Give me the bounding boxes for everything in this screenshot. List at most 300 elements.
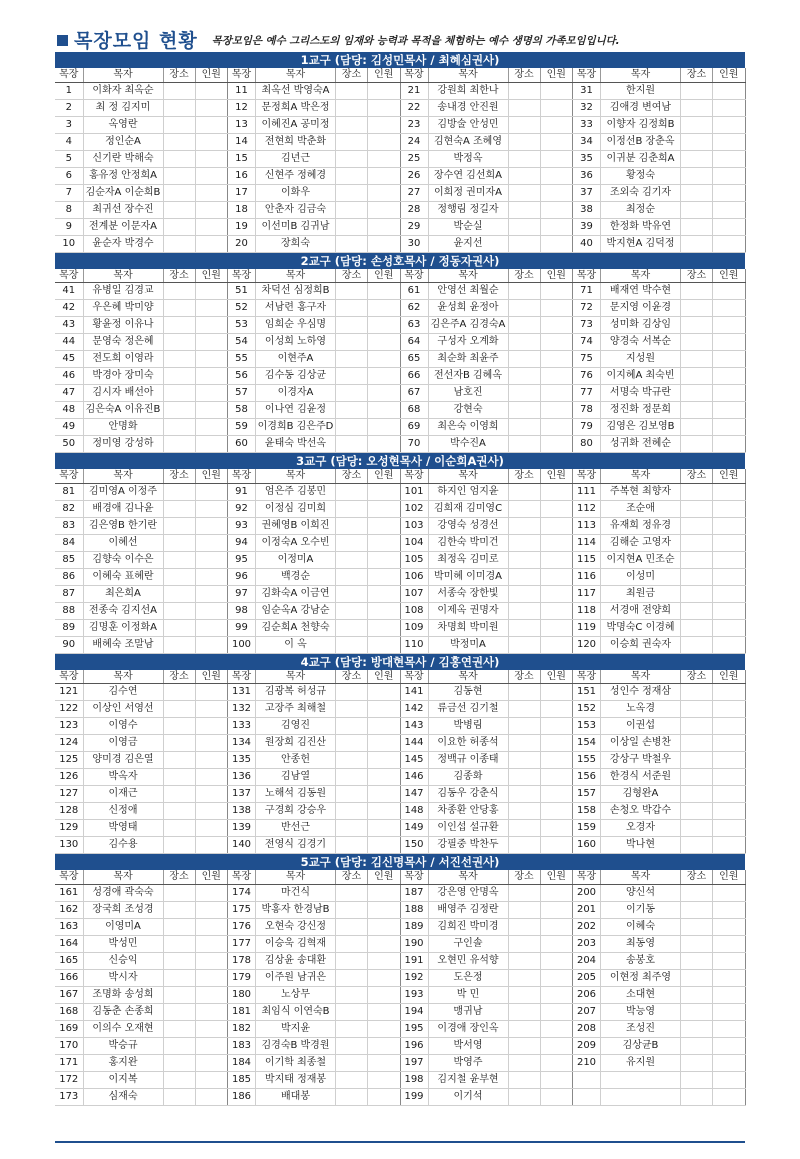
count-cell bbox=[368, 419, 401, 436]
place-cell bbox=[508, 952, 540, 969]
leader-names: 강필중 박찬두 bbox=[428, 837, 508, 854]
group-number: 160 bbox=[573, 837, 601, 854]
count-cell bbox=[368, 483, 401, 500]
count-cell bbox=[713, 837, 746, 854]
leader-names: 윤순자 박경수 bbox=[83, 235, 163, 252]
group-number: 29 bbox=[400, 218, 428, 235]
count-cell bbox=[540, 133, 573, 150]
leader-names: 김년근 bbox=[256, 150, 336, 167]
count-cell bbox=[540, 402, 573, 419]
group-number: 202 bbox=[573, 918, 601, 935]
place-cell bbox=[681, 752, 713, 769]
group-number: 109 bbox=[400, 619, 428, 636]
count-cell bbox=[713, 201, 746, 218]
leader-names: 최임식 이연숙B bbox=[256, 1003, 336, 1020]
column-header-leader: 목자 bbox=[256, 870, 336, 884]
leader-names: 김경숙B 박경원 bbox=[256, 1037, 336, 1054]
leader-names: 황윤정 이유나 bbox=[83, 317, 163, 334]
table-row bbox=[55, 619, 745, 636]
leader-names: 박지태 정재봉 bbox=[256, 1071, 336, 1088]
column-header-place: 장소 bbox=[163, 269, 195, 283]
group-number: 102 bbox=[400, 500, 428, 517]
leader-names: 최순화 최윤주 bbox=[428, 351, 508, 368]
place-cell bbox=[336, 184, 368, 201]
count-cell bbox=[540, 752, 573, 769]
leader-names: 김희재 김미영C bbox=[428, 500, 508, 517]
count-cell bbox=[713, 935, 746, 952]
table-row bbox=[55, 918, 745, 935]
count-cell bbox=[713, 184, 746, 201]
leader-names: 이요한 허종석 bbox=[428, 735, 508, 752]
leader-names: 강현숙 bbox=[428, 402, 508, 419]
count-cell bbox=[195, 969, 228, 986]
column-header-leader: 목자 bbox=[428, 469, 508, 483]
leader-names: 이혜진A 공미정 bbox=[256, 116, 336, 133]
place-cell bbox=[681, 436, 713, 453]
count-cell bbox=[195, 820, 228, 837]
place-cell bbox=[336, 701, 368, 718]
column-header-leader: 목자 bbox=[83, 469, 163, 483]
count-cell bbox=[540, 602, 573, 619]
place-cell bbox=[508, 1037, 540, 1054]
count-cell bbox=[195, 483, 228, 500]
column-header-place: 장소 bbox=[336, 269, 368, 283]
group-number: 137 bbox=[228, 786, 256, 803]
group-number: 205 bbox=[573, 969, 601, 986]
place-cell bbox=[336, 1088, 368, 1105]
leader-names: 박 민 bbox=[428, 986, 508, 1003]
group-number: 192 bbox=[400, 969, 428, 986]
count-cell bbox=[368, 602, 401, 619]
count-cell bbox=[195, 82, 228, 99]
leader-names: 차덕선 심정희B bbox=[256, 283, 336, 300]
count-cell bbox=[540, 769, 573, 786]
place-cell bbox=[508, 419, 540, 436]
group-number: 164 bbox=[55, 935, 83, 952]
count-cell bbox=[195, 385, 228, 402]
place-cell bbox=[163, 334, 195, 351]
leader-names: 박지현A 김덕정 bbox=[601, 235, 681, 252]
count-cell bbox=[368, 317, 401, 334]
count-cell bbox=[540, 735, 573, 752]
district-table bbox=[55, 670, 746, 855]
count-cell bbox=[540, 517, 573, 534]
place-cell bbox=[336, 99, 368, 116]
count-cell bbox=[195, 551, 228, 568]
count-cell bbox=[368, 517, 401, 534]
leader-names: 지성원 bbox=[601, 351, 681, 368]
count-cell bbox=[713, 82, 746, 99]
leader-names: 유재희 정유경 bbox=[601, 517, 681, 534]
place-cell bbox=[336, 1020, 368, 1037]
place-cell bbox=[336, 534, 368, 551]
column-header-no: 목장 bbox=[228, 670, 256, 684]
place-cell bbox=[508, 884, 540, 901]
count-cell bbox=[713, 901, 746, 918]
place-cell bbox=[508, 935, 540, 952]
group-number: 20 bbox=[228, 235, 256, 252]
place-cell bbox=[336, 619, 368, 636]
count-cell bbox=[540, 619, 573, 636]
group-number: 125 bbox=[55, 752, 83, 769]
group-number: 45 bbox=[55, 351, 83, 368]
table-row bbox=[55, 1020, 745, 1037]
count-cell bbox=[195, 419, 228, 436]
place-cell bbox=[336, 602, 368, 619]
leader-names: 박옥자 bbox=[83, 769, 163, 786]
count-cell bbox=[195, 684, 228, 701]
leader-names: 조외숙 김기자 bbox=[601, 184, 681, 201]
column-header-place: 장소 bbox=[163, 670, 195, 684]
count-cell bbox=[713, 1020, 746, 1037]
leader-names: 이현주A bbox=[256, 351, 336, 368]
column-header-leader: 목자 bbox=[256, 68, 336, 82]
place-cell bbox=[508, 701, 540, 718]
group-number: 103 bbox=[400, 517, 428, 534]
leader-names bbox=[601, 1088, 681, 1105]
page-subtitle: 목장모임은 예수 그리스도의 임재와 능력과 목적을 체험하는 예수 생명의 가족모임입니다. bbox=[211, 35, 620, 47]
group-number: 55 bbox=[228, 351, 256, 368]
group-number: 128 bbox=[55, 803, 83, 820]
column-header-place: 장소 bbox=[508, 870, 540, 884]
group-number bbox=[573, 1071, 601, 1088]
place-cell bbox=[336, 334, 368, 351]
count-cell bbox=[195, 201, 228, 218]
group-number: 77 bbox=[573, 385, 601, 402]
district-banner: 2교구 (담당: 손성호목사 / 정동자권사) bbox=[55, 253, 745, 269]
table-row bbox=[55, 150, 745, 167]
group-number: 37 bbox=[573, 184, 601, 201]
group-number: 48 bbox=[55, 402, 83, 419]
leader-names: 백경순 bbox=[256, 568, 336, 585]
leader-names: 김순자A 이순희B bbox=[83, 184, 163, 201]
place-cell bbox=[508, 837, 540, 854]
leader-names: 이나연 김윤정 bbox=[256, 402, 336, 419]
leader-names: 소대현 bbox=[601, 986, 681, 1003]
place-cell bbox=[681, 1054, 713, 1071]
leader-names: 이경희B 김은주D bbox=[256, 419, 336, 436]
group-number: 149 bbox=[400, 820, 428, 837]
leader-names: 이 옥 bbox=[256, 636, 336, 653]
column-header-leader: 목자 bbox=[601, 670, 681, 684]
leader-names: 오경자 bbox=[601, 820, 681, 837]
leader-names: 박능영 bbox=[601, 1003, 681, 1020]
table-row bbox=[55, 568, 745, 585]
group-number: 179 bbox=[228, 969, 256, 986]
count-cell bbox=[540, 201, 573, 218]
group-number bbox=[573, 1088, 601, 1105]
group-number: 88 bbox=[55, 602, 83, 619]
group-number: 181 bbox=[228, 1003, 256, 1020]
group-number: 46 bbox=[55, 368, 83, 385]
leader-names: 이선미B 김귀남 bbox=[256, 218, 336, 235]
count-cell bbox=[368, 218, 401, 235]
count-cell bbox=[713, 1037, 746, 1054]
place-cell bbox=[336, 368, 368, 385]
column-header-leader: 목자 bbox=[83, 870, 163, 884]
place-cell bbox=[681, 701, 713, 718]
leader-names: 박정옥 bbox=[428, 150, 508, 167]
table-header bbox=[55, 68, 745, 82]
group-number: 140 bbox=[228, 837, 256, 854]
leader-names: 전도희 이영라 bbox=[83, 351, 163, 368]
count-cell bbox=[368, 1020, 401, 1037]
count-cell bbox=[195, 402, 228, 419]
column-header-place: 장소 bbox=[681, 269, 713, 283]
place-cell bbox=[681, 918, 713, 935]
header-row bbox=[55, 269, 745, 283]
group-number: 171 bbox=[55, 1054, 83, 1071]
count-cell bbox=[713, 1003, 746, 1020]
place-cell bbox=[681, 602, 713, 619]
group-number: 187 bbox=[400, 884, 428, 901]
leader-names: 안종헌 bbox=[256, 752, 336, 769]
count-cell bbox=[540, 82, 573, 99]
table-row bbox=[55, 952, 745, 969]
leader-names: 김명훈 이정화A bbox=[83, 619, 163, 636]
count-cell bbox=[713, 952, 746, 969]
count-cell bbox=[540, 786, 573, 803]
leader-names: 이상일 손병찬 bbox=[601, 735, 681, 752]
group-number: 148 bbox=[400, 803, 428, 820]
leader-names: 김지철 윤부현 bbox=[428, 1071, 508, 1088]
group-number: 195 bbox=[400, 1020, 428, 1037]
group-number: 34 bbox=[573, 133, 601, 150]
leader-names: 김순희A 천향숙 bbox=[256, 619, 336, 636]
group-number: 127 bbox=[55, 786, 83, 803]
group-number: 49 bbox=[55, 419, 83, 436]
place-cell bbox=[336, 201, 368, 218]
count-cell bbox=[368, 133, 401, 150]
count-cell bbox=[195, 283, 228, 300]
place-cell bbox=[508, 218, 540, 235]
leader-names: 노옥경 bbox=[601, 701, 681, 718]
place-cell bbox=[163, 585, 195, 602]
column-header-leader: 목자 bbox=[83, 670, 163, 684]
header bbox=[55, 26, 745, 52]
count-cell bbox=[368, 969, 401, 986]
group-number: 107 bbox=[400, 585, 428, 602]
column-header-place: 장소 bbox=[163, 68, 195, 82]
count-cell bbox=[195, 884, 228, 901]
count-cell bbox=[713, 1054, 746, 1071]
leader-names: 박지윤 bbox=[256, 1020, 336, 1037]
place-cell bbox=[508, 517, 540, 534]
group-number: 124 bbox=[55, 735, 83, 752]
count-cell bbox=[368, 901, 401, 918]
place-cell bbox=[508, 351, 540, 368]
leader-names: 이정미A bbox=[256, 551, 336, 568]
group-number: 59 bbox=[228, 419, 256, 436]
leader-names: 이혜선 bbox=[83, 534, 163, 551]
place-cell bbox=[163, 969, 195, 986]
count-cell bbox=[368, 385, 401, 402]
table-row bbox=[55, 436, 745, 453]
leader-names: 이혜숙 표혜란 bbox=[83, 568, 163, 585]
count-cell bbox=[195, 986, 228, 1003]
place-cell bbox=[163, 218, 195, 235]
place-cell bbox=[508, 551, 540, 568]
leader-names: 박서영 bbox=[428, 1037, 508, 1054]
leader-names: 장국희 조성경 bbox=[83, 901, 163, 918]
place-cell bbox=[508, 167, 540, 184]
group-number: 174 bbox=[228, 884, 256, 901]
place-cell bbox=[336, 235, 368, 252]
group-number: 67 bbox=[400, 385, 428, 402]
count-cell bbox=[368, 837, 401, 854]
place-cell bbox=[163, 483, 195, 500]
group-number: 28 bbox=[400, 201, 428, 218]
place-cell bbox=[681, 351, 713, 368]
place-cell bbox=[681, 402, 713, 419]
place-cell bbox=[508, 500, 540, 517]
column-header-count: 인원 bbox=[540, 469, 573, 483]
leader-names: 조성진 bbox=[601, 1020, 681, 1037]
place-cell bbox=[336, 1071, 368, 1088]
column-header-count: 인원 bbox=[368, 269, 401, 283]
place-cell bbox=[336, 952, 368, 969]
group-number: 139 bbox=[228, 820, 256, 837]
place-cell bbox=[681, 167, 713, 184]
count-cell bbox=[368, 952, 401, 969]
group-number: 152 bbox=[573, 701, 601, 718]
count-cell bbox=[368, 201, 401, 218]
count-cell bbox=[195, 636, 228, 653]
count-cell bbox=[368, 718, 401, 735]
leader-names: 김형완A bbox=[601, 786, 681, 803]
column-header-no: 목장 bbox=[228, 469, 256, 483]
place-cell bbox=[163, 935, 195, 952]
leader-names: 송봉호 bbox=[601, 952, 681, 969]
count-cell bbox=[540, 500, 573, 517]
count-cell bbox=[713, 986, 746, 1003]
place-cell bbox=[336, 718, 368, 735]
leader-names: 맹귀남 bbox=[428, 1003, 508, 1020]
page bbox=[55, 26, 745, 1106]
leader-names: 최정옥 김미로 bbox=[428, 551, 508, 568]
group-number: 188 bbox=[400, 901, 428, 918]
group-number: 130 bbox=[55, 837, 83, 854]
leader-names: 김동현 bbox=[428, 684, 508, 701]
group-number: 99 bbox=[228, 619, 256, 636]
place-cell bbox=[681, 803, 713, 820]
district-section bbox=[55, 453, 745, 654]
count-cell bbox=[540, 935, 573, 952]
group-number: 58 bbox=[228, 402, 256, 419]
leader-names: 양경숙 서복순 bbox=[601, 334, 681, 351]
count-cell bbox=[368, 99, 401, 116]
group-number: 8 bbox=[55, 201, 83, 218]
leader-names: 김미영A 이정주 bbox=[83, 483, 163, 500]
place-cell bbox=[681, 184, 713, 201]
group-number: 150 bbox=[400, 837, 428, 854]
table-row bbox=[55, 283, 745, 300]
place-cell bbox=[163, 283, 195, 300]
group-number: 167 bbox=[55, 986, 83, 1003]
group-number: 177 bbox=[228, 935, 256, 952]
count-cell bbox=[540, 419, 573, 436]
place-cell bbox=[508, 1020, 540, 1037]
group-number: 156 bbox=[573, 769, 601, 786]
group-number: 200 bbox=[573, 884, 601, 901]
group-number: 131 bbox=[228, 684, 256, 701]
place-cell bbox=[163, 918, 195, 935]
place-cell bbox=[163, 368, 195, 385]
count-cell bbox=[713, 718, 746, 735]
place-cell bbox=[681, 935, 713, 952]
place-cell bbox=[508, 752, 540, 769]
place-cell bbox=[163, 901, 195, 918]
count-cell bbox=[195, 769, 228, 786]
count-cell bbox=[195, 918, 228, 935]
table-row bbox=[55, 201, 745, 218]
group-number: 198 bbox=[400, 1071, 428, 1088]
group-number: 68 bbox=[400, 402, 428, 419]
count-cell bbox=[368, 283, 401, 300]
leader-names: 윤성희 윤정아 bbox=[428, 300, 508, 317]
group-number: 13 bbox=[228, 116, 256, 133]
leader-names: 김향숙 이수은 bbox=[83, 551, 163, 568]
count-cell bbox=[195, 701, 228, 718]
group-number: 82 bbox=[55, 500, 83, 517]
count-cell bbox=[540, 483, 573, 500]
count-cell bbox=[713, 402, 746, 419]
count-cell bbox=[368, 735, 401, 752]
group-number: 30 bbox=[400, 235, 428, 252]
count-cell bbox=[195, 218, 228, 235]
place-cell bbox=[508, 116, 540, 133]
table-row bbox=[55, 769, 745, 786]
place-cell bbox=[163, 752, 195, 769]
column-header-place: 장소 bbox=[163, 469, 195, 483]
leader-names: 박수진A bbox=[428, 436, 508, 453]
leader-names: 하지인 엄지윤 bbox=[428, 483, 508, 500]
place-cell bbox=[508, 735, 540, 752]
leader-names: 김방술 안성민 bbox=[428, 116, 508, 133]
group-number: 32 bbox=[573, 99, 601, 116]
group-number: 60 bbox=[228, 436, 256, 453]
place-cell bbox=[336, 986, 368, 1003]
group-number: 70 bbox=[400, 436, 428, 453]
group-number: 123 bbox=[55, 718, 83, 735]
column-header-count: 인원 bbox=[195, 469, 228, 483]
group-number: 197 bbox=[400, 1054, 428, 1071]
leader-names: 구경회 강승우 bbox=[256, 803, 336, 820]
leader-names: 안춘자 김금숙 bbox=[256, 201, 336, 218]
leader-names: 박승규 bbox=[83, 1037, 163, 1054]
bottom-divider bbox=[55, 1141, 745, 1143]
count-cell bbox=[713, 1071, 746, 1088]
group-number: 21 bbox=[400, 82, 428, 99]
place-cell bbox=[163, 1088, 195, 1105]
column-header-no: 목장 bbox=[573, 68, 601, 82]
column-header-leader: 목자 bbox=[601, 469, 681, 483]
column-header-no: 목장 bbox=[55, 469, 83, 483]
place-cell bbox=[681, 952, 713, 969]
count-cell bbox=[540, 436, 573, 453]
count-cell bbox=[195, 952, 228, 969]
column-header-count: 인원 bbox=[195, 670, 228, 684]
leader-names: 노해석 김동원 bbox=[256, 786, 336, 803]
leader-names: 최옥선 박영숙A bbox=[256, 82, 336, 99]
leader-names: 오현숙 강신정 bbox=[256, 918, 336, 935]
count-cell bbox=[195, 116, 228, 133]
group-number: 19 bbox=[228, 218, 256, 235]
column-header-leader: 목자 bbox=[601, 870, 681, 884]
table-body bbox=[55, 283, 745, 453]
count-cell bbox=[540, 684, 573, 701]
count-cell bbox=[195, 300, 228, 317]
